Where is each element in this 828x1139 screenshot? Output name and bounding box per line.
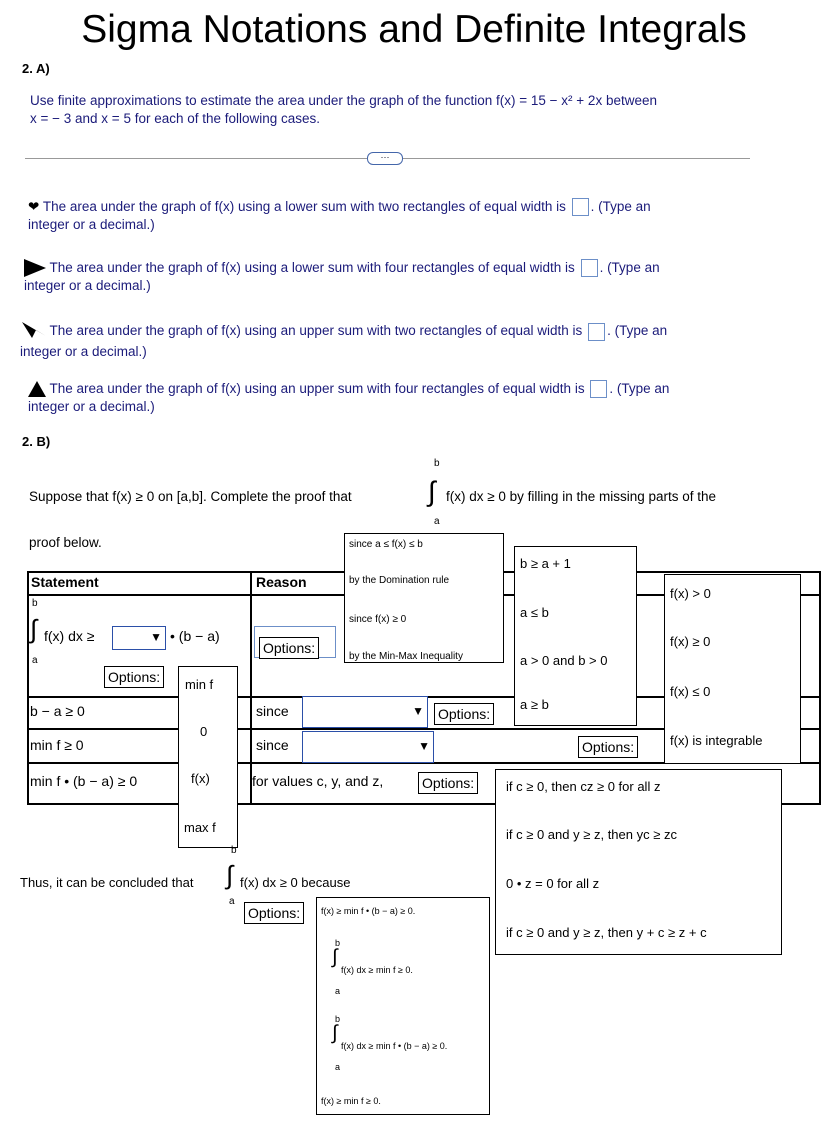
question-hint: . (Type an bbox=[599, 260, 660, 275]
conclusion-limit-lower: a bbox=[229, 896, 235, 907]
question-text: The area under the graph of f(x) using a lower sum with four rectangles of equal width is bbox=[49, 260, 575, 275]
chevron-down-icon: ▼ bbox=[418, 739, 430, 753]
dropdown-option[interactable]: min f bbox=[185, 677, 214, 692]
triangle-icon bbox=[28, 381, 46, 397]
question-cont: integer or a decimal.) bbox=[24, 278, 151, 294]
intro-line-1: Use finite approximations to estimate the area under the graph of the function f(x) = 15 − x² + 2x between bbox=[30, 93, 657, 108]
question-hint: . (Type an bbox=[607, 323, 668, 339]
row2-statement: b − a ≥ 0 bbox=[30, 703, 85, 719]
options-button[interactable]: Options: bbox=[578, 736, 638, 758]
dropdown-option[interactable]: max f bbox=[184, 820, 216, 835]
conclusion-options-dropdown bbox=[316, 897, 490, 1115]
limit-lower: a bbox=[434, 516, 440, 527]
dropdown-option[interactable]: a ≥ b bbox=[520, 697, 549, 712]
dropdown-option[interactable]: f(x) ≥ min f ≥ 0. bbox=[321, 1096, 381, 1106]
row2-reason-select[interactable] bbox=[302, 696, 428, 728]
row1-statement-post: • (b − a) bbox=[170, 628, 220, 644]
conclusion-integral-sign: ∫ bbox=[226, 860, 234, 890]
option-integral-sign: ∫ bbox=[332, 1022, 338, 1044]
dropdown-option[interactable]: f(x) dx ≥ min f ≥ 0. bbox=[341, 965, 413, 975]
part-b-prompt-line2: proof below. bbox=[29, 535, 102, 550]
dropdown-option[interactable]: f(x) is integrable bbox=[670, 733, 763, 748]
dropdown-option[interactable]: by the Min-Max Inequality bbox=[349, 651, 463, 662]
dropdown-option[interactable]: f(x) > 0 bbox=[670, 586, 711, 601]
row4-statement: min f • (b − a) ≥ 0 bbox=[30, 773, 138, 789]
answer-input-2[interactable] bbox=[581, 259, 598, 277]
question-1 bbox=[28, 198, 788, 234]
conclusion-limit-upper: b bbox=[231, 845, 237, 856]
conclusion-text: Thus, it can be concluded that bbox=[20, 875, 194, 890]
dropdown-option[interactable]: a > 0 and b > 0 bbox=[520, 653, 608, 668]
row1-select[interactable] bbox=[112, 626, 166, 650]
row3-reason-select[interactable] bbox=[302, 731, 434, 763]
row1-limit-lower: a bbox=[32, 655, 38, 666]
arrow-right-icon bbox=[24, 259, 46, 277]
cz-options-dropdown bbox=[495, 769, 782, 955]
question-hint: . (Type an bbox=[590, 199, 651, 214]
question-2 bbox=[24, 259, 784, 295]
dropdown-option[interactable]: since a ≤ f(x) ≤ b bbox=[349, 539, 423, 550]
part-b-label: 2. B) bbox=[22, 434, 51, 449]
options-button[interactable]: Options: bbox=[434, 703, 494, 725]
option-limit-upper: b bbox=[335, 938, 341, 948]
chevron-down-icon: ▼ bbox=[412, 704, 424, 718]
dropdown-option[interactable]: since f(x) ≥ 0 bbox=[349, 614, 407, 625]
ab-options-dropdown bbox=[514, 546, 637, 726]
row1-limit-upper: b bbox=[32, 598, 38, 609]
question-4 bbox=[28, 380, 788, 416]
row4-reason: for values c, y, and z, bbox=[252, 773, 384, 789]
statement-header: Statement bbox=[31, 574, 99, 590]
option-integral-sign: ∫ bbox=[332, 946, 338, 968]
conclusion-text-post: f(x) dx ≥ 0 because bbox=[240, 875, 351, 890]
dropdown-option[interactable]: f(x) ≥ min f • (b − a) ≥ 0. bbox=[321, 906, 416, 916]
question-text: The area under the graph of f(x) using an upper sum with four rectangles of equal width is bbox=[49, 381, 585, 396]
question-cont: integer or a decimal.) bbox=[20, 344, 147, 359]
row2-since: since bbox=[256, 703, 289, 719]
limit-upper: b bbox=[434, 458, 440, 469]
dropdown-option[interactable]: f(x) ≥ 0 bbox=[670, 634, 711, 649]
integral-sign: ∫ bbox=[428, 476, 436, 507]
row1-statement: f(x) dx ≥ bbox=[44, 628, 95, 644]
row1-integral-sign: ∫ bbox=[30, 614, 38, 644]
question-3 bbox=[20, 320, 780, 361]
dropdown-option[interactable]: f(x) dx ≥ min f • (b − a) ≥ 0. bbox=[341, 1041, 448, 1051]
column-divider bbox=[250, 571, 252, 803]
question-text: The area under the graph of f(x) using an upper sum with two rectangles of equal width is bbox=[49, 323, 583, 339]
f-options-dropdown bbox=[664, 574, 801, 764]
options-button[interactable]: Options: bbox=[259, 637, 319, 659]
dropdown-option[interactable]: by the Domination rule bbox=[349, 575, 450, 586]
dropdown-option[interactable]: f(x) bbox=[191, 771, 210, 786]
reason-options-dropdown bbox=[344, 533, 504, 663]
heart-icon: ❤ bbox=[28, 199, 40, 214]
part-a-label: 2. A) bbox=[22, 61, 50, 76]
expand-button[interactable]: ⋯ bbox=[367, 152, 403, 165]
dropdown-option[interactable]: f(x) ≤ 0 bbox=[670, 684, 711, 699]
page-title: Sigma Notations and Definite Integrals bbox=[81, 8, 747, 51]
dropdown-option[interactable]: b ≥ a + 1 bbox=[520, 556, 571, 571]
option-limit-lower: a bbox=[335, 1062, 341, 1072]
question-hint: . (Type an bbox=[609, 381, 670, 396]
question-cont: integer or a decimal.) bbox=[28, 399, 155, 415]
question-text: The area under the graph of f(x) using a lower sum with two rectangles of equal width is bbox=[42, 199, 566, 214]
dropdown-option[interactable]: 0 • z = 0 for all z bbox=[506, 876, 600, 891]
min-options-dropdown bbox=[178, 666, 238, 848]
row3-statement: min f ≥ 0 bbox=[30, 737, 84, 753]
dropdown-option[interactable]: if c ≥ 0 and y ≥ z, then yc ≥ zc bbox=[506, 827, 677, 842]
option-limit-lower: a bbox=[335, 986, 341, 996]
intro-line-2: x = − 3 and x = 5 for each of the following cases. bbox=[30, 111, 321, 126]
dropdown-option[interactable]: if c ≥ 0 and y ≥ z, then y + c ≥ z + c bbox=[506, 925, 707, 940]
answer-input-4[interactable] bbox=[590, 380, 607, 398]
options-button[interactable]: Options: bbox=[418, 772, 478, 794]
part-b-prompt: Suppose that f(x) ≥ 0 on [a,b]. Complete the proof that bbox=[29, 489, 352, 504]
options-button[interactable]: Options: bbox=[244, 902, 304, 924]
reason-header: Reason bbox=[256, 574, 307, 590]
row3-since: since bbox=[256, 737, 289, 753]
dropdown-option[interactable]: a ≤ b bbox=[520, 605, 549, 620]
dropdown-option[interactable]: if c ≥ 0, then cz ≥ 0 for all z bbox=[506, 779, 661, 794]
question-cont: integer or a decimal.) bbox=[28, 217, 155, 233]
part-a-intro bbox=[30, 92, 790, 128]
options-button[interactable]: Options: bbox=[104, 666, 164, 688]
chevron-down-icon: ▼ bbox=[150, 630, 162, 644]
dropdown-option[interactable]: 0 bbox=[200, 724, 208, 739]
pointer-icon bbox=[20, 320, 46, 343]
part-b-prompt-cont: f(x) dx ≥ 0 by filling in the missing parts of the bbox=[446, 489, 717, 504]
option-limit-upper: b bbox=[335, 1014, 341, 1024]
answer-input-1[interactable] bbox=[572, 198, 589, 216]
answer-input-3[interactable] bbox=[588, 323, 605, 341]
